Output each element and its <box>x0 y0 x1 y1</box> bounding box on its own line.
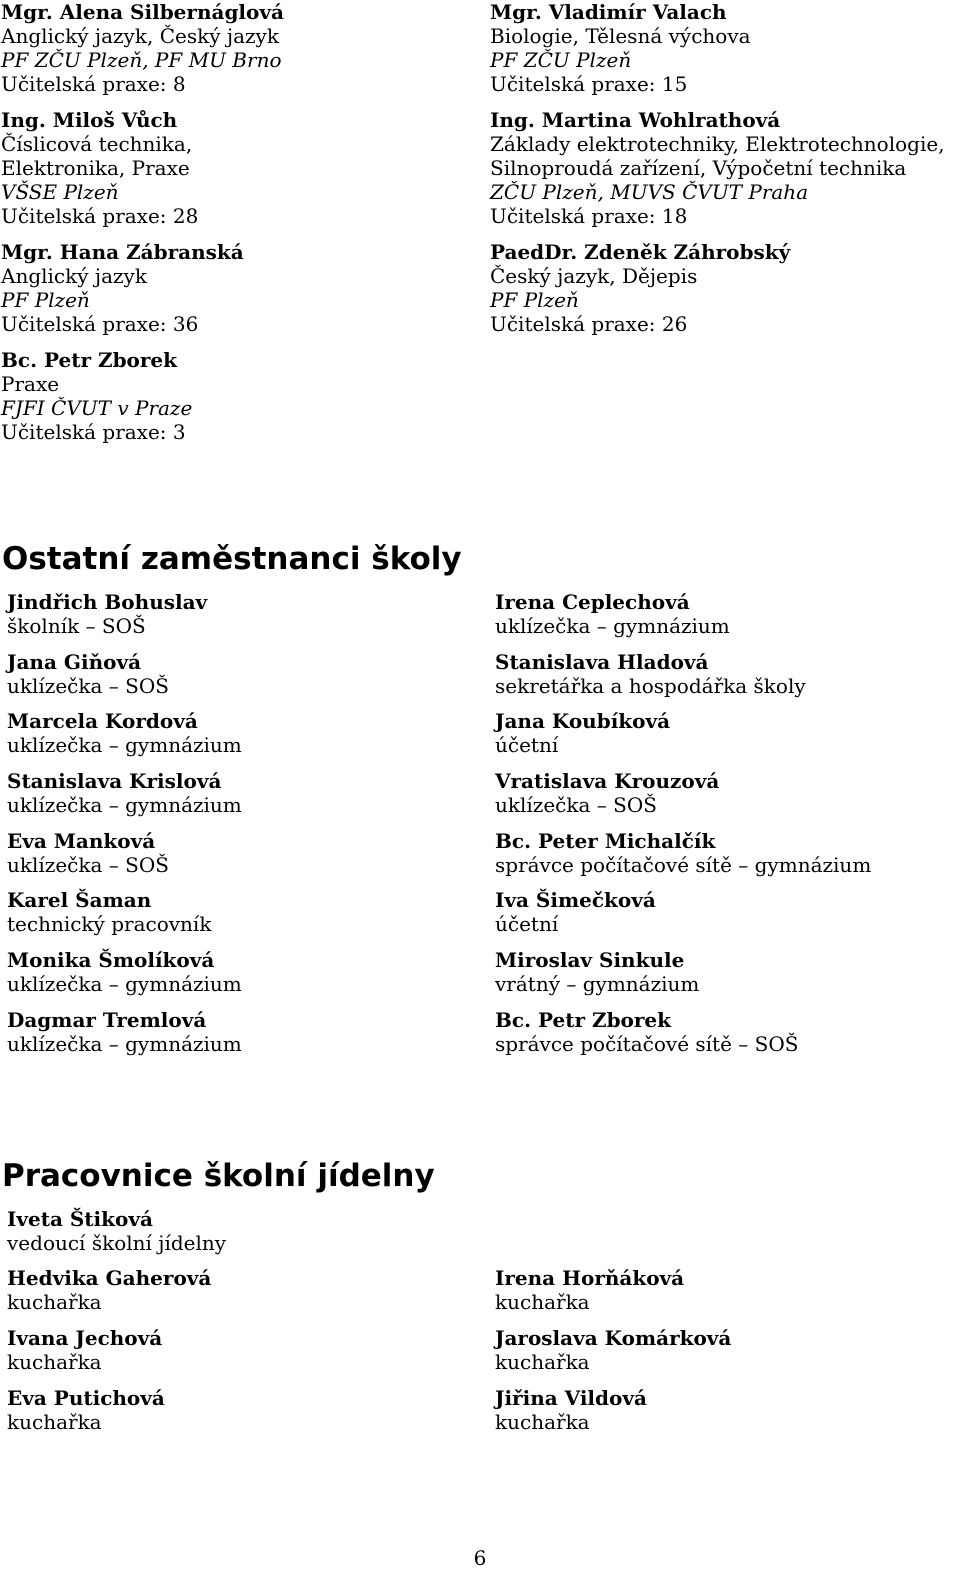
staff-role: uklízečka – gymnázium <box>7 793 242 817</box>
staff-role: uklízečka – SOŠ <box>495 793 657 817</box>
teacher-practice: Učitelská praxe: 8 <box>1 72 186 96</box>
canteen-entry <box>495 1266 684 1314</box>
staff-name: Iva Šimečková <box>495 888 656 912</box>
teacher-name: PaedDr. Zdeněk Záhrobský <box>490 240 791 264</box>
canteen-name: Iveta Štiková <box>7 1207 153 1231</box>
staff-name: Miroslav Sinkule <box>495 948 685 972</box>
staff-name: Karel Šaman <box>7 888 152 912</box>
staff-name: Eva Manková <box>7 829 156 853</box>
teacher-entry <box>490 240 790 336</box>
canteen-entry <box>7 1386 165 1434</box>
staff-entry <box>7 888 211 936</box>
staff-name: Jana Giňová <box>7 650 142 674</box>
staff-entry <box>7 1008 242 1056</box>
staff-name: Monika Šmolíková <box>7 948 215 972</box>
teacher-subjects: Anglický jazyk, Český jazyk <box>1 24 279 48</box>
canteen-role: kuchařka <box>7 1410 102 1434</box>
staff-role: sekretářka a hospodářka školy <box>495 674 806 698</box>
staff-entry <box>7 709 242 757</box>
staff-role: správce počítačové sítě – gymnázium <box>495 853 872 877</box>
staff-name: Dagmar Tremlová <box>7 1008 207 1032</box>
teacher-school: VŠSE Plzeň <box>1 180 119 204</box>
staff-name: Bc. Peter Michalčík <box>495 829 716 853</box>
staff-role: uklízečka – SOŠ <box>7 853 169 877</box>
page-number: 6 <box>473 1546 487 1570</box>
section-heading-canteen: Pracovnice školní jídelny <box>2 1158 435 1194</box>
staff-role: školník – SOŠ <box>7 614 146 638</box>
canteen-entry <box>495 1326 731 1374</box>
teacher-school: ZČU Plzeň, MUVS ČVUT Praha <box>490 180 809 204</box>
teacher-entry <box>490 0 751 96</box>
teacher-school: PF ZČU Plzeň <box>490 48 632 72</box>
teacher-entry <box>1 348 192 444</box>
teacher-name: Ing. Martina Wohlrathová <box>490 108 781 132</box>
section-heading-staff: Ostatní zaměstnanci školy <box>2 541 462 577</box>
staff-entry <box>495 829 871 877</box>
canteen-role: vedoucí školní jídelny <box>7 1231 227 1255</box>
teacher-subjects: Praxe <box>1 372 60 396</box>
canteen-name: Jaroslava Komárková <box>495 1326 732 1350</box>
staff-role: technický pracovník <box>7 912 212 936</box>
staff-role: správce počítačové sítě – SOŠ <box>495 1032 799 1056</box>
staff-name: Stanislava Krislová <box>7 769 222 793</box>
teacher-subjects: Biologie, Tělesná výchova <box>490 24 751 48</box>
canteen-name: Irena Horňáková <box>495 1266 685 1290</box>
teacher-practice: Učitelská praxe: 36 <box>1 312 199 336</box>
teacher-subjects: Číslicová technika, <box>1 132 193 156</box>
teacher-practice: Učitelská praxe: 28 <box>1 204 199 228</box>
teacher-practice: Učitelská praxe: 26 <box>490 312 688 336</box>
teacher-entry <box>1 108 198 228</box>
staff-entry <box>495 590 730 638</box>
canteen-name: Eva Putichová <box>7 1386 165 1410</box>
teacher-subjects: Silnoproudá zařízení, Výpočetní technika <box>490 156 907 180</box>
canteen-name: Ivana Jechová <box>7 1326 163 1350</box>
staff-name: Bc. Petr Zborek <box>495 1008 672 1032</box>
staff-entry <box>7 948 242 996</box>
staff-entry <box>7 769 242 817</box>
teacher-entry <box>1 240 244 336</box>
staff-entry <box>7 590 207 638</box>
teacher-school: FJFI ČVUT v Praze <box>1 396 193 420</box>
teacher-name: Bc. Petr Zborek <box>1 348 178 372</box>
staff-entry <box>495 769 719 817</box>
teacher-practice: Učitelská praxe: 15 <box>490 72 688 96</box>
teacher-entry <box>490 108 945 228</box>
canteen-role: kuchařka <box>7 1350 102 1374</box>
teacher-name: Ing. Miloš Vůch <box>1 108 178 132</box>
staff-name: Jindřich Bohuslav <box>7 590 208 614</box>
teacher-subjects: Elektronika, Praxe <box>1 156 190 180</box>
teacher-name: Mgr. Vladimír Valach <box>490 0 727 24</box>
canteen-name: Jiřina Vildová <box>495 1386 647 1410</box>
staff-name: Irena Ceplechová <box>495 590 690 614</box>
canteen-entry <box>7 1207 226 1255</box>
teacher-school: PF Plzeň <box>490 288 579 312</box>
canteen-role: kuchařka <box>495 1290 590 1314</box>
staff-role: účetní <box>495 912 559 936</box>
canteen-entry <box>7 1266 211 1314</box>
teacher-subjects: Český jazyk, Dějepis <box>490 264 698 288</box>
staff-name: Jana Koubíková <box>495 709 671 733</box>
staff-role: účetní <box>495 733 559 757</box>
staff-name: Stanislava Hladová <box>495 650 709 674</box>
canteen-name: Hedvika Gaherová <box>7 1266 212 1290</box>
staff-entry <box>495 650 806 698</box>
canteen-role: kuchařka <box>7 1290 102 1314</box>
staff-role: uklízečka – gymnázium <box>7 972 242 996</box>
canteen-role: kuchařka <box>495 1410 590 1434</box>
teacher-practice: Učitelská praxe: 18 <box>490 204 688 228</box>
staff-entry <box>7 650 169 698</box>
staff-entry <box>495 709 670 757</box>
teacher-entry <box>1 0 284 96</box>
staff-entry <box>495 1008 798 1056</box>
staff-name: Marcela Kordová <box>7 709 198 733</box>
canteen-entry <box>495 1386 647 1434</box>
staff-role: uklízečka – gymnázium <box>7 733 242 757</box>
teacher-subjects: Anglický jazyk <box>1 264 147 288</box>
teacher-school: PF Plzeň <box>1 288 90 312</box>
staff-role: uklízečka – SOŠ <box>7 674 169 698</box>
staff-entry <box>495 888 656 936</box>
staff-role: vrátný – gymnázium <box>495 972 700 996</box>
staff-name: Vratislava Krouzová <box>495 769 720 793</box>
staff-entry <box>7 829 169 877</box>
staff-role: uklízečka – gymnázium <box>7 1032 242 1056</box>
teacher-name: Mgr. Hana Zábranská <box>1 240 244 264</box>
teacher-subjects: Základy elektrotechniky, Elektrotechnologie, <box>490 132 945 156</box>
canteen-role: kuchařka <box>495 1350 590 1374</box>
canteen-entry <box>7 1326 162 1374</box>
teacher-name: Mgr. Alena Silbernáglová <box>1 0 284 24</box>
staff-entry <box>495 948 699 996</box>
teacher-practice: Učitelská praxe: 3 <box>1 420 186 444</box>
teacher-school: PF ZČU Plzeň, PF MU Brno <box>1 48 282 72</box>
staff-role: uklízečka – gymnázium <box>495 614 730 638</box>
